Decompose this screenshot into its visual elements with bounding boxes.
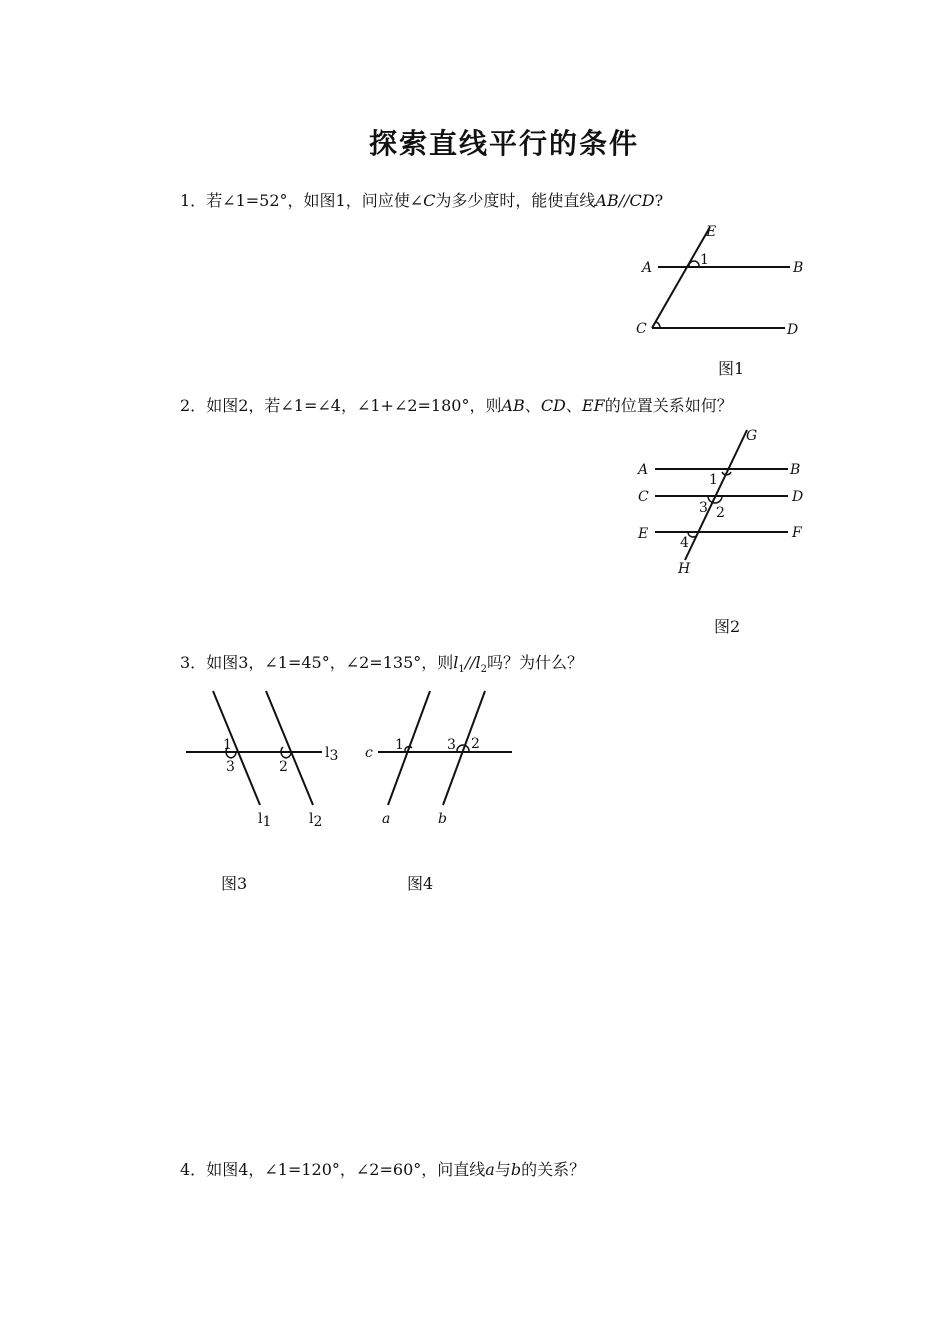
question-3-text-b: 吗？为什么？ bbox=[487, 653, 584, 672]
figure-4 bbox=[360, 685, 530, 835]
question-3 bbox=[180, 650, 583, 675]
question-4-line-b: b bbox=[510, 1160, 522, 1179]
question-2-sep-2: 、 bbox=[565, 396, 582, 415]
fig1-transversal bbox=[652, 227, 710, 328]
fig2-label-d: D bbox=[792, 489, 804, 505]
fig4-angle-1-label: 1 bbox=[395, 737, 404, 753]
question-2-line-ab: AB bbox=[501, 396, 525, 415]
figure-4-caption: 图4 bbox=[407, 874, 434, 893]
question-2-line-ef: EF bbox=[581, 396, 605, 415]
fig2-label-b: B bbox=[790, 462, 801, 478]
question-4-text-c: 的关系？ bbox=[521, 1160, 586, 1179]
question-2-line-cd: CD bbox=[540, 396, 566, 415]
figure-3 bbox=[180, 685, 350, 835]
question-1-line-ab: AB bbox=[595, 191, 619, 210]
page-title: 探索直线平行的条件 bbox=[368, 127, 639, 160]
fig1-label-d: D bbox=[787, 322, 799, 338]
fig4-label-b: b bbox=[438, 811, 447, 827]
question-4-line-a: a bbox=[485, 1160, 495, 1179]
fig4-label-c: c bbox=[365, 745, 373, 761]
question-3-number: 3． bbox=[180, 653, 207, 672]
figure-2 bbox=[630, 420, 820, 580]
fig2-label-h: H bbox=[678, 561, 691, 577]
question-3-line-l1: l bbox=[453, 653, 459, 672]
fig2-label-a: A bbox=[638, 462, 649, 478]
fig2-angle-3-label: 3 bbox=[699, 500, 708, 516]
question-2-sep-1: 、 bbox=[524, 396, 541, 415]
question-1-number: 1． bbox=[180, 191, 207, 210]
fig4-angle-3-label: 3 bbox=[447, 737, 456, 753]
fig1-label-b: B bbox=[793, 260, 804, 276]
question-3-line-l2: l bbox=[475, 653, 481, 672]
fig3-label-l3: l3 bbox=[325, 745, 339, 764]
question-3-parallel-sign: // bbox=[464, 653, 476, 672]
question-1-text-c: ? bbox=[654, 191, 664, 210]
question-2-text-a: 如图2，若∠1=∠4，∠1+∠2=180°，则 bbox=[206, 396, 502, 415]
fig2-label-e: E bbox=[638, 526, 649, 542]
question-1-parallel-sign: // bbox=[618, 191, 630, 210]
fig2-angle-4-label: 4 bbox=[680, 535, 689, 551]
question-2 bbox=[180, 393, 733, 416]
question-2-text-b: 的位置关系如何？ bbox=[604, 396, 733, 415]
question-1 bbox=[180, 188, 663, 211]
fig2-label-c: C bbox=[638, 489, 649, 505]
question-4-text-a: 如图4，∠1=120°，∠2=60°，问直线 bbox=[206, 1160, 486, 1179]
fig2-label-g: G bbox=[746, 428, 758, 444]
figure-3-caption: 图3 bbox=[221, 874, 248, 893]
fig1-angle-1-label: 1 bbox=[700, 252, 709, 268]
fig3-angle-2-label: 2 bbox=[279, 759, 288, 775]
question-1-line-cd: CD bbox=[629, 191, 655, 210]
fig2-angle-2-label: 2 bbox=[716, 505, 725, 521]
fig3-angle-3-label: 3 bbox=[226, 759, 235, 775]
fig2-angle-1-label: 1 bbox=[709, 472, 718, 488]
question-1-angle-c: C bbox=[423, 191, 436, 210]
question-1-text-a: 若∠1=52°，如图1，问应使∠ bbox=[206, 191, 424, 210]
fig3-line-l1 bbox=[213, 691, 260, 805]
question-4-number: 4． bbox=[180, 1160, 207, 1179]
fig4-label-a: a bbox=[382, 811, 391, 827]
figure-1-caption: 图1 bbox=[718, 359, 745, 378]
question-4-text-b: 与 bbox=[494, 1160, 511, 1179]
fig3-line-l2 bbox=[266, 691, 313, 805]
question-3-text-a: 如图3，∠1=45°，∠2=135°，则 bbox=[206, 653, 454, 672]
fig1-label-e: E bbox=[706, 224, 717, 240]
fig3-label-l2: l2 bbox=[309, 811, 323, 830]
fig1-label-a: A bbox=[642, 260, 653, 276]
fig2-label-f: F bbox=[792, 525, 802, 541]
question-3-line-l1-subscript: 1 bbox=[458, 664, 465, 676]
question-4 bbox=[180, 1157, 585, 1180]
fig3-angle-1-label: 1 bbox=[223, 737, 232, 753]
fig1-angle-1-arc bbox=[689, 261, 699, 266]
question-2-number: 2． bbox=[180, 396, 207, 415]
fig1-label-c: C bbox=[636, 321, 647, 337]
question-3-line-l2-subscript: 2 bbox=[480, 664, 488, 676]
fig3-label-l1: l1 bbox=[258, 811, 272, 830]
figure-1 bbox=[630, 220, 820, 345]
figure-2-caption: 图2 bbox=[714, 617, 741, 636]
question-1-text-b: 为多少度时，能使直线 bbox=[435, 191, 596, 210]
fig4-angle-2-label: 2 bbox=[471, 736, 480, 752]
